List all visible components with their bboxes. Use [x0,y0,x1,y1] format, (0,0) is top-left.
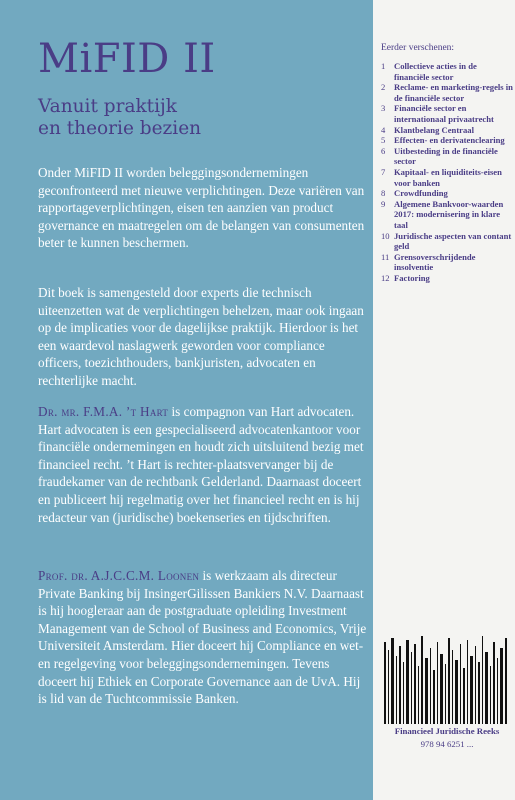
book-title: MiFID II [38,36,216,82]
description-paragraph: Dit boek is samengesteld door experts die technisch uiteenzetten wat de verplichtingen behelzen, maar ook ingaan op de implicaties voor de dagelijkse praktijk. Hierdoor is het een waardevol naslagwerk geworden voor compliance officers, toezichthouders, bankjuristen, advocaten en rechterlijke macht. [38,285,364,388]
author-1-text: is compagnon van Hart advocaten. Hart advocaten is een gespecialiseerd advocatenkantoor voor financiële ondernemingen en houdt zich uitsluitend bezig met financieel recht. ’t Hart is rechter-plaatsvervanger bij de fraudekamer van de rechtbank Gelderland. Daarnaast doceert en publiceert hij regelmatig over het financieel recht en is hij redacteur van (juridische) boekenseries en tijdschriften. [38,404,364,525]
author-2-name: Prof. dr. A.J.C.C.M. Loonen [38,568,200,583]
series-item: 10 Juridische aspecten van contant geld [381,230,512,252]
barcode-icon [383,636,509,724]
series-name: Financieel Juridische Reeks [394,726,500,736]
series-item: 4 Klantbelang Centraal [381,124,474,135]
series-item: 9 Algemene Bankvoor-waarden 2017: modernisering in klare taal [381,198,504,230]
author-2-text: is werkzaam als directeur Private Banking bij InsingerGilissen Bankiers N.V. Daarnaast is hij hoogleraar aan de postgraduate opleiding Investment Management van de School of Business and Economics, Vrije Universiteit Amsterdam. Hier doceert hij Compliance en wet- en regelgeving voor beleggingsondernemingen. Tevens doceert hij Ethiek en Corporate Governance aan de UvA. Hij is lid van de Tuchtcommissie Banken. [38,568,367,707]
series-item: 6 Uitbesteding in de financiële sector [381,145,498,167]
isbn-number: 978 94 6251 ... [420,739,474,749]
author-2-bio [38,567,368,708]
series-item: 3 Financiële sector en internationaal privaatrecht [381,103,494,124]
subtitle-line-2: en theorie bezien [38,118,202,139]
series-item: 8 Crowdfunding [381,188,448,199]
book-subtitle [38,96,201,140]
series-item: 7 Kapitaal- en liquiditeits-eisen voor banken [381,166,502,188]
series-heading: Eerder verschenen: [381,43,455,53]
series-item: 1 Collectieve acties in de financiële sector [381,61,477,82]
series-item: 11 Grensoverschrijdende insolventie [381,251,476,273]
series-item: 2 Reclame- en marketing-regels in de financiële sector [381,82,513,103]
author-1-name: Dr. mr. F.M.A. ’t Hart [38,404,169,419]
subtitle-line-1: Vanuit praktijk [38,96,177,117]
series-item: 12 Factoring [381,272,430,283]
series-list [381,61,513,283]
author-1-bio [38,403,368,526]
series-item: 5 Effecten- en derivatenclearing [381,135,505,146]
intro-paragraph: Onder MiFID II worden beleggingsondernemingen geconfronteerd met nieuwe verplichtingen. Deze variëren van rapportageverplichtingen, eisen ten aanzien van product governance en maatregelen om de belangen van consumenten beter te kunnen beschermen. [38,165,365,251]
